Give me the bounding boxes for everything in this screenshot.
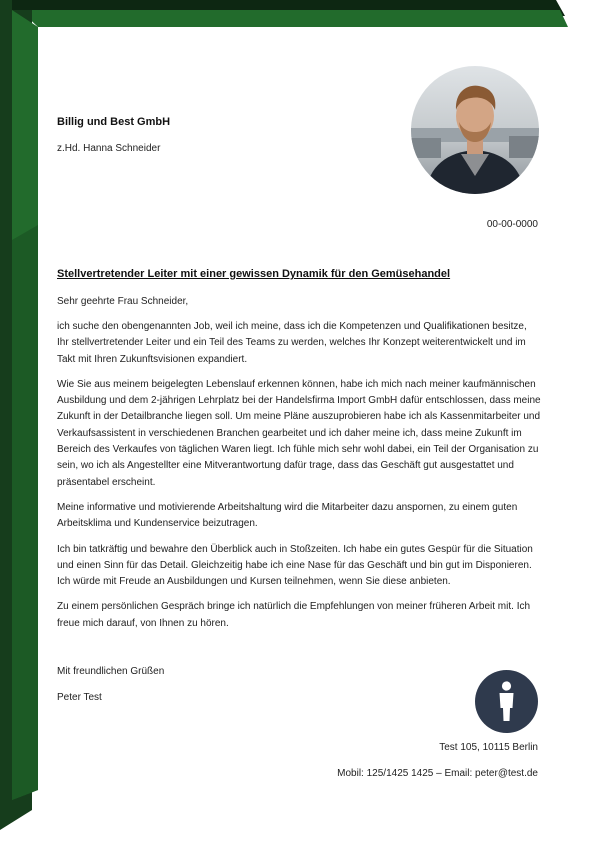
sender-contact: Mobil: 125/1425 1425 – Email: peter@test.de	[337, 768, 538, 779]
body-paragraph: Wie Sie aus meinem beigelegten Lebenslauf erkennen können, habe ich mich nach meiner kaufmännischen Ausbildung und dem 2-jährigen Lehrplatz bei der Handelsfirma Import GmbH dafür entschlossen, dass meine Zukunft in der Detailbranche liegen soll. Um meine Pläne auszuprobieren habe ich als Kassenmitarbeiter und Verkaufsassistent in verschiedenen Branchen gearbeitet und ich daher meine ich, dass meine Zukunft im Bereich des Verkaufes von täglichen Waren liegt. Ich fühle mich sehr wohl dabei, ein Teil der Organisation zu sein, wo ich als Angestellter eine Mitverantwortung dafür trage, dass das Geschäft gut ausgestattet und präsentabel erscheint.	[57, 378, 541, 488]
applicant-photo	[411, 66, 539, 194]
closing-phrase: Mit freundlichen Grüßen	[57, 666, 165, 677]
recipient-company: Billig und Best GmbH	[57, 116, 171, 128]
body-paragraph: Zu einem persönlichen Gespräch bringe ich natürlich die Empfehlungen von meiner früheren Arbeit mit. Ich freue mich darauf, von Ihnen zu hören.	[57, 601, 531, 629]
letter-date: 00-00-0000	[486, 219, 538, 230]
letter-body	[57, 319, 541, 641]
body-paragraph: Meine informative und motivierende Arbeitshaltung wird die Mitarbeiter dazu anspornen, zu einem guten Arbeitsklima und Kundenservice beizutragen.	[57, 501, 518, 530]
sender-address: Test 105, 10115 Berlin	[439, 742, 538, 753]
salutation: Sehr geehrte Frau Schneider,	[57, 296, 189, 307]
recipient-contact: z.Hd. Hanna Schneider	[57, 143, 161, 154]
signature-name: Peter Test	[57, 692, 102, 703]
person-icon	[475, 670, 538, 733]
body-paragraph: Ich bin tatkräftig und bewahre den Überblick auch in Stoßzeiten. Ich habe ein gutes Gespür für die Situation und einen Sinn für das Detail. Gleichzeitig habe ich eine Nase für das Geschäft und bin gut im Disponieren. Ich würde mit Freude an Ausbildungen und Kursen teilnehmen, wenn Sie diese anbieten.	[57, 543, 533, 588]
body-paragraph: ich suche den obengenannten Job, weil ich meine, dass ich die Kompetenzen und Qualifikationen besitze, Ihr stellvertretender Leiter und ein Teil des Teams zu werden, welches Ihr Konzept weiterentwickelt und im Takt mit Ihren Zukunftsvisionen expandiert.	[57, 321, 527, 365]
letter-subject: Stellvertretender Leiter mit einer gewissen Dynamik für den Gemüsehandel	[57, 268, 451, 280]
